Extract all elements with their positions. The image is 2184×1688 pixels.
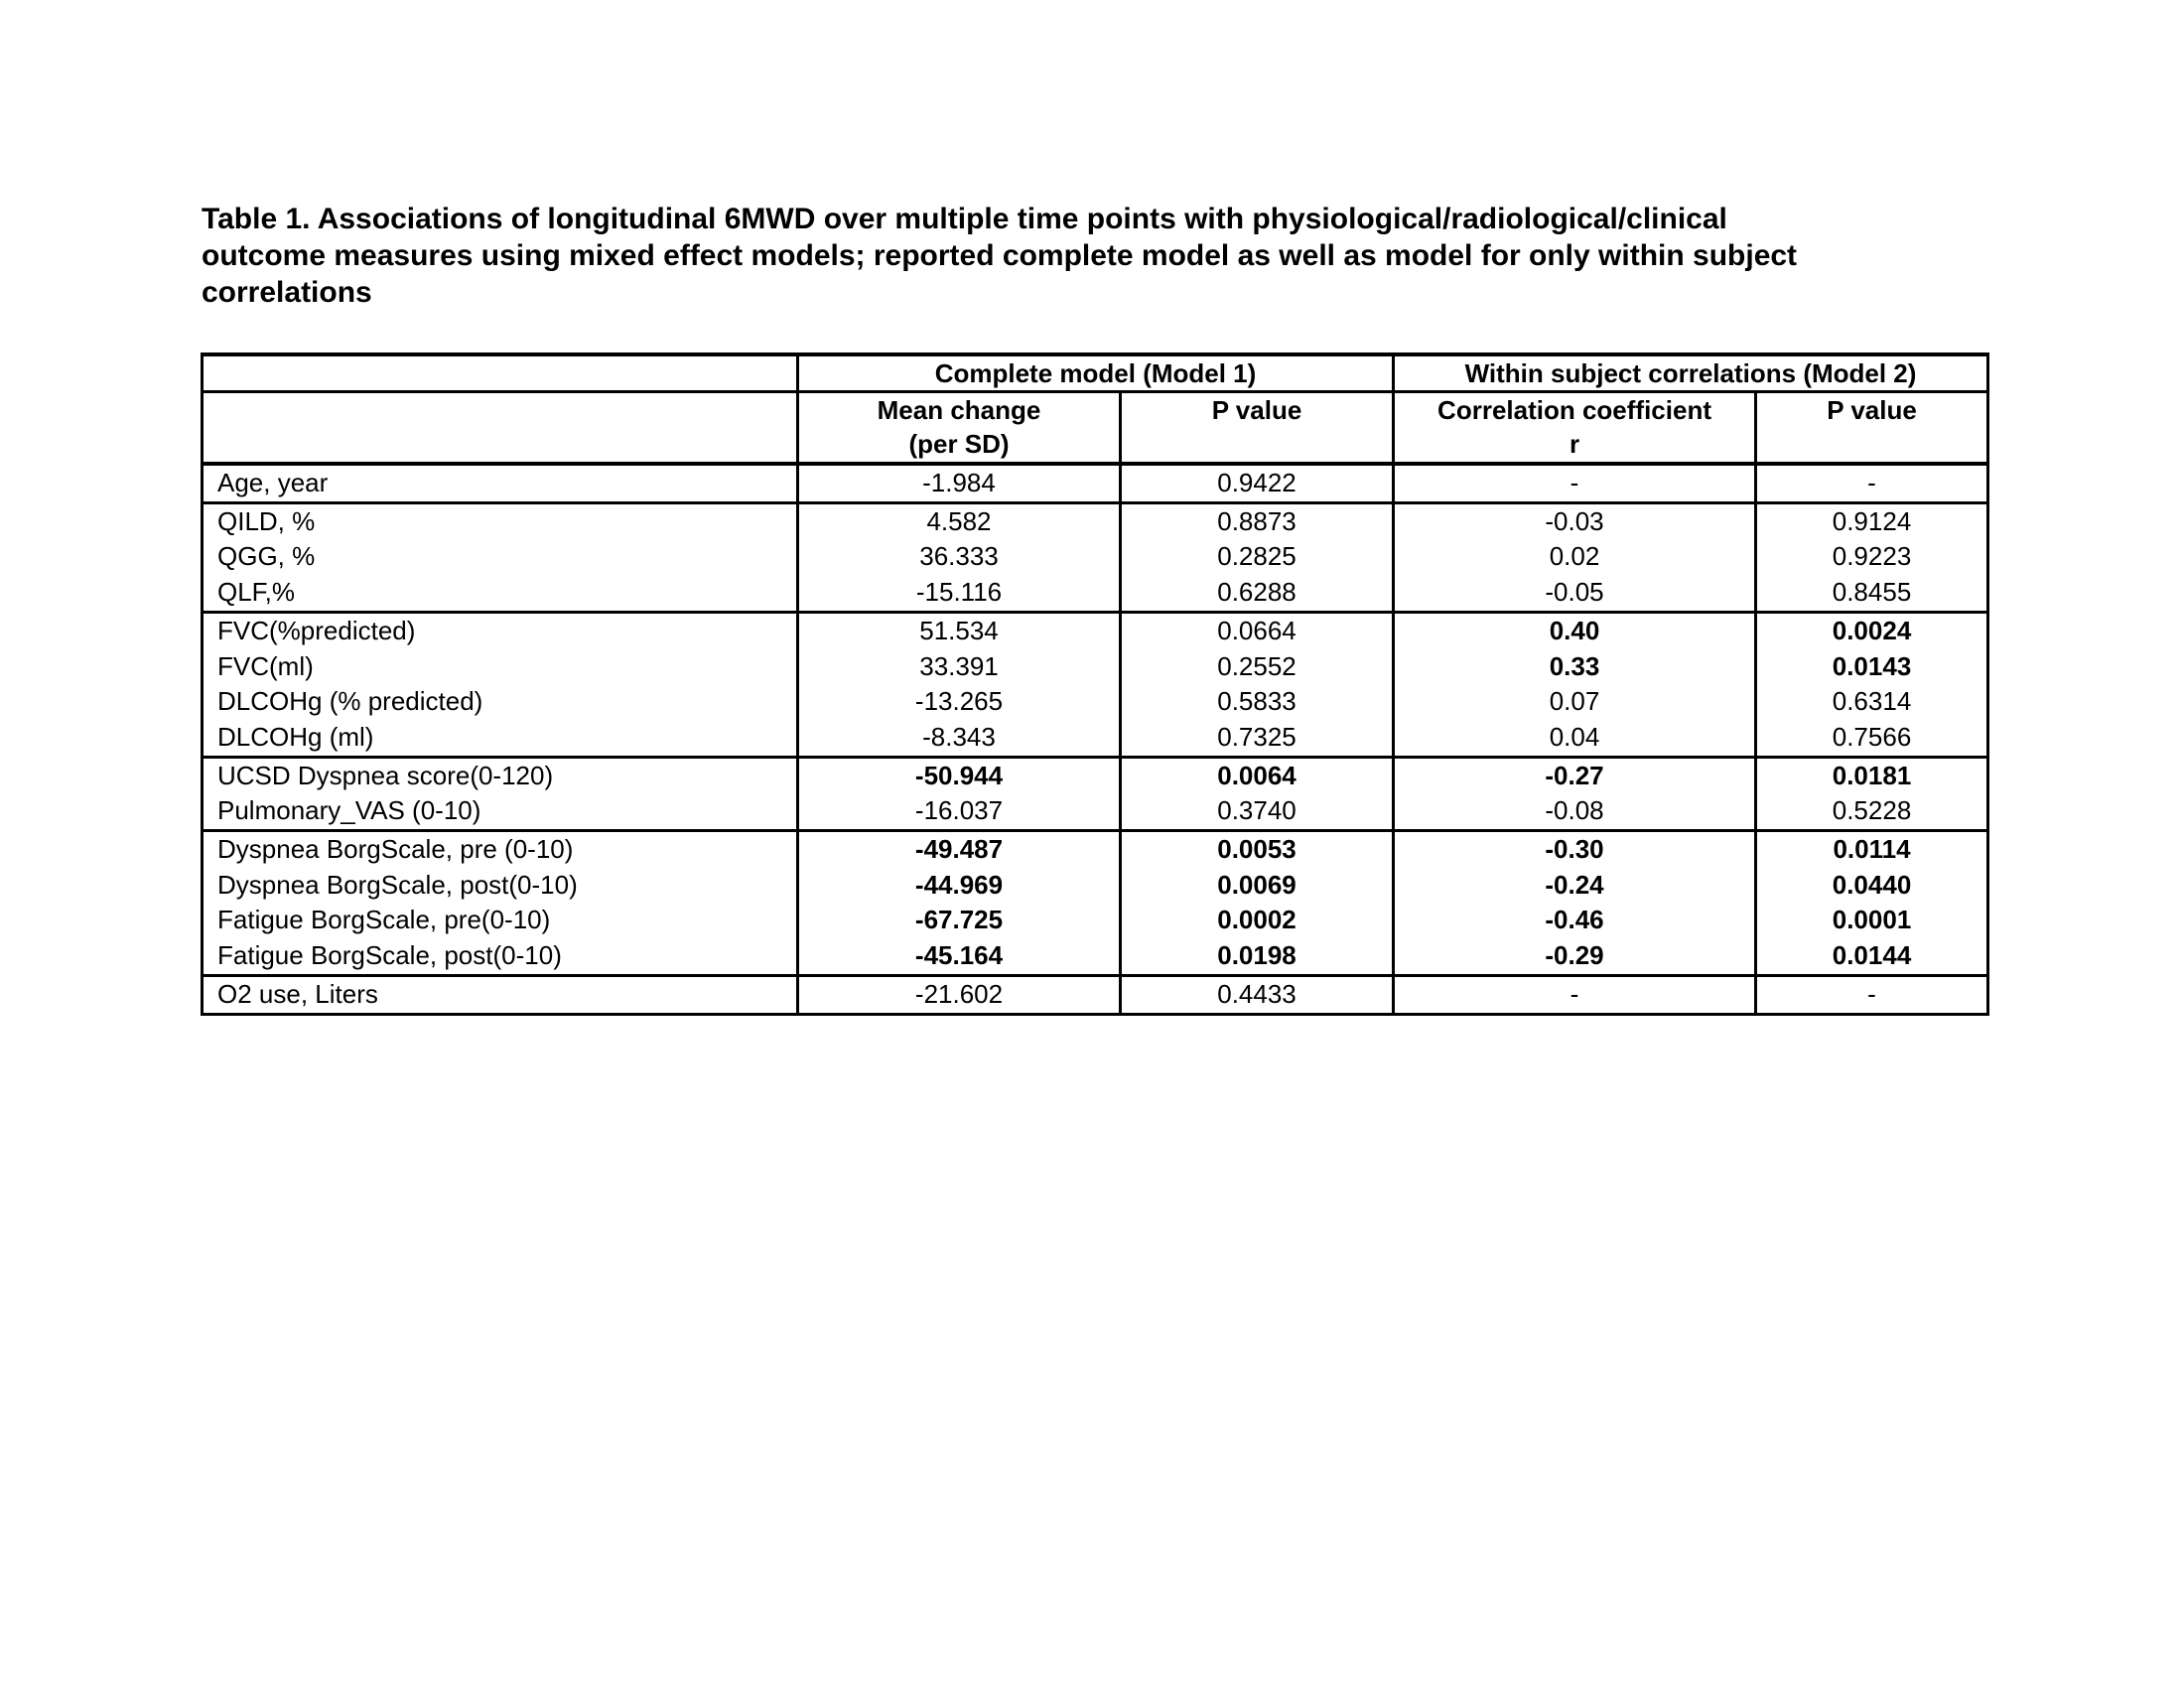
correlation-cell: - [1394,975,1756,1014]
empty-header-cell [203,392,798,465]
group-header-row [203,354,1988,392]
correlation-cell: -0.27 [1394,757,1756,793]
p-value-1-cell: 0.3740 [1121,793,1394,830]
table-row [203,903,1988,938]
p-value-1-cell: 0.0064 [1121,757,1394,793]
p-value-1-cell: 0.0198 [1121,938,1394,975]
table-row [203,720,1988,757]
mean-change-cell: -44.969 [798,868,1121,904]
correlation-cell: -0.05 [1394,575,1756,612]
results-table [201,352,1989,1016]
mean-change-cell: -45.164 [798,938,1121,975]
p-value-1-cell: 0.0053 [1121,831,1394,868]
correlation-cell: - [1394,464,1756,502]
empty-header-cell [203,354,798,392]
table-row [203,684,1988,720]
caption-line: correlations [202,276,372,309]
group-header-model-1: Complete model (Model 1) [798,354,1394,392]
p-value-2-cell: 0.7566 [1756,720,1988,757]
p-value-1-cell: 0.6288 [1121,575,1394,612]
p-value-1-cell: 0.0069 [1121,868,1394,904]
column-header-p-value-2: P value [1756,392,1988,465]
p-value-2-cell: 0.0144 [1756,938,1988,975]
mean-change-cell: -49.487 [798,831,1121,868]
mean-change-cell: -8.343 [798,720,1121,757]
mean-change-cell: 33.391 [798,649,1121,685]
row-label: Age, year [203,464,798,502]
p-value-1-cell: 0.2825 [1121,539,1394,575]
row-label: Pulmonary_VAS (0-10) [203,793,798,830]
p-value-2-cell: 0.5228 [1756,793,1988,830]
table-row [203,612,1988,648]
column-header-mean-change [798,392,1121,465]
p-value-1-cell: 0.0664 [1121,612,1394,648]
table-row [203,938,1988,975]
correlation-cell: -0.29 [1394,938,1756,975]
correlation-cell: -0.46 [1394,903,1756,938]
row-label: FVC(%predicted) [203,612,798,648]
row-label: Fatigue BorgScale, pre(0-10) [203,903,798,938]
correlation-cell: -0.24 [1394,868,1756,904]
mean-change-cell: 36.333 [798,539,1121,575]
table-row [203,868,1988,904]
mean-change-cell: -50.944 [798,757,1121,793]
group-header-model-2: Within subject correlations (Model 2) [1394,354,1988,392]
mean-change-cell: -13.265 [798,684,1121,720]
p-value-1-cell: 0.7325 [1121,720,1394,757]
column-header-row [203,392,1988,465]
p-value-2-cell: 0.8455 [1756,575,1988,612]
column-header-line: Mean change [877,395,1041,425]
caption-line: Table 1. Associations of longitudinal 6MWD over multiple time points with physiological/radiological/clinical [202,203,1727,235]
mean-change-cell: -21.602 [798,975,1121,1014]
table-row [203,793,1988,830]
p-value-2-cell: - [1756,975,1988,1014]
row-label: DLCOHg (% predicted) [203,684,798,720]
p-value-1-cell: 0.9422 [1121,464,1394,502]
column-header-p-value-1: P value [1121,392,1394,465]
table-row [203,757,1988,793]
p-value-2-cell: 0.0181 [1756,757,1988,793]
caption-line: outcome measures using mixed effect models; reported complete model as well as model for only within subject [202,239,1798,272]
table-row [203,502,1988,539]
p-value-2-cell: 0.0024 [1756,612,1988,648]
p-value-2-cell: 0.9223 [1756,539,1988,575]
p-value-2-cell: - [1756,464,1988,502]
p-value-2-cell: 0.6314 [1756,684,1988,720]
column-header-line: Correlation coefficient [1437,395,1711,425]
correlation-cell: -0.03 [1394,502,1756,539]
p-value-2-cell: 0.0440 [1756,868,1988,904]
p-value-1-cell: 0.8873 [1121,502,1394,539]
correlation-cell: 0.04 [1394,720,1756,757]
table-row [203,975,1988,1014]
p-value-1-cell: 0.0002 [1121,903,1394,938]
mean-change-cell: -16.037 [798,793,1121,830]
table-row [203,575,1988,612]
column-header-line: (per SD) [908,429,1010,459]
correlation-cell: -0.30 [1394,831,1756,868]
row-label: QGG, % [203,539,798,575]
correlation-cell: 0.33 [1394,649,1756,685]
table-row [203,831,1988,868]
row-label: Dyspnea BorgScale, pre (0-10) [203,831,798,868]
mean-change-cell: 4.582 [798,502,1121,539]
table-row [203,464,1988,502]
correlation-cell: 0.02 [1394,539,1756,575]
column-header-correlation [1394,392,1756,465]
p-value-2-cell: 0.9124 [1756,502,1988,539]
p-value-1-cell: 0.4433 [1121,975,1394,1014]
row-label: DLCOHg (ml) [203,720,798,757]
row-label: Dyspnea BorgScale, post(0-10) [203,868,798,904]
column-header-line: r [1569,429,1580,459]
correlation-cell: 0.40 [1394,612,1756,648]
correlation-cell: 0.07 [1394,684,1756,720]
mean-change-cell: -1.984 [798,464,1121,502]
correlation-cell: -0.08 [1394,793,1756,830]
mean-change-cell: -67.725 [798,903,1121,938]
mean-change-cell: 51.534 [798,612,1121,648]
table-row [203,649,1988,685]
table-row [203,539,1988,575]
row-label: O2 use, Liters [203,975,798,1014]
row-label: Fatigue BorgScale, post(0-10) [203,938,798,975]
p-value-2-cell: 0.0143 [1756,649,1988,685]
mean-change-cell: -15.116 [798,575,1121,612]
p-value-1-cell: 0.5833 [1121,684,1394,720]
p-value-2-cell: 0.0114 [1756,831,1988,868]
row-label: QLF,% [203,575,798,612]
row-label: UCSD Dyspnea score(0-120) [203,757,798,793]
table-caption [202,201,2008,311]
row-label: QILD, % [203,502,798,539]
row-label: FVC(ml) [203,649,798,685]
table-body [203,464,1988,1014]
p-value-2-cell: 0.0001 [1756,903,1988,938]
p-value-1-cell: 0.2552 [1121,649,1394,685]
